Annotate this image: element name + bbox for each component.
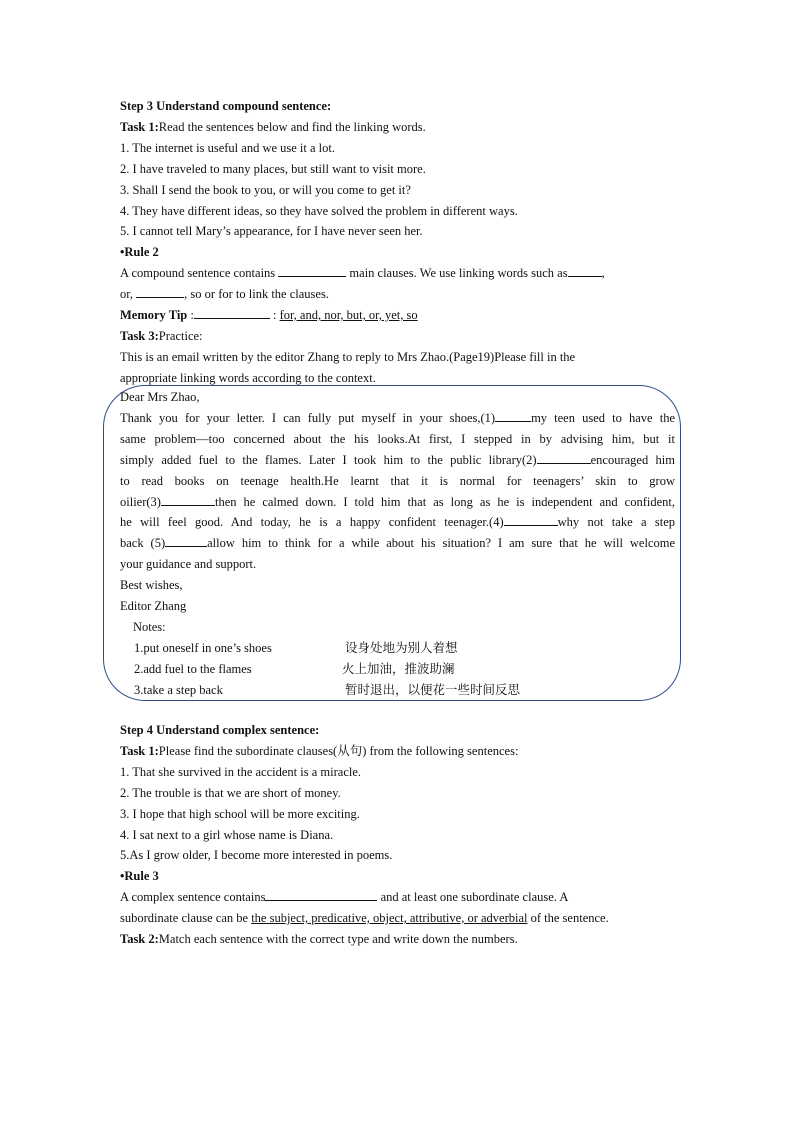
letter-line [120,492,675,513]
rule-text: main clauses. We use linking words such as [349,266,568,281]
intro-line-2: appropriate linking words according to the context. [120,370,376,385]
rule-3-heading: •Rule 3 [120,869,159,884]
sentence-4: 4. They have different ideas, so they have solved the problem in different ways. [120,203,518,218]
letter-last-line: your guidance and support. [120,557,257,572]
complex-sentence-1: 1. That she survived in the accident is a miracle. [120,764,362,779]
letter-text: my teen used to have the [531,410,676,425]
rule-text: and at least one subordinate clause. A [380,890,569,905]
task-label: Task 1: [120,119,159,134]
letter-text: then he calmed down. I told him that as long as he is independent and confident, [214,494,675,509]
note-3 [120,680,675,701]
rule-text: , [601,266,605,281]
rule-2-heading: •Rule 2 [120,245,159,260]
task-label: Task 1: [120,743,159,758]
letter-line [120,408,675,429]
rule-3-line-2 [120,908,676,929]
rule-text: A compound sentence contains [120,266,276,281]
task-text: Read the sentences below and find the linking words. [158,119,426,134]
intro-line-1: This is an email written by the editor Zhang to reply to Mrs Zhao.(Page19)Please fill in the [120,349,576,364]
note-chinese: 暂时退出，以便花一些时间反思 [345,681,521,697]
rule-text: , so or for to link the clauses. [184,287,329,302]
rule-text: of the sentence. [530,911,609,926]
fill-blank-1[interactable] [495,408,531,422]
rule-text: subordinate clause can be [120,911,249,926]
letter-text: Thank you for your letter. I can fully put myself in your shoes,(1) [120,410,496,425]
memory-tip-label: Memory Tip [120,308,188,323]
step4-task1 [120,741,676,762]
rule-2-line-1 [120,263,676,284]
step4-section [120,720,676,950]
letter-text: simply added fuel to the flames. Later I took him to the public library(2) [120,452,537,467]
letter-closing: Best wishes, [120,578,183,593]
step3-title: Step 3 Understand compound sentence: [120,99,332,113]
fill-blank[interactable] [136,284,184,298]
letter-line [120,450,675,471]
letter-greeting: Dear Mrs Zhao, [120,390,200,404]
task-text: Match each sentence with the correct type and write down the numbers. [158,932,518,947]
memory-tip-words: for, and, nor, but, or, yet, so [279,308,418,323]
task-label: Task 3: [120,328,159,343]
fill-blank-4[interactable] [504,512,558,526]
letter-line: same problem—too concerned about the his looks.At first, I stepped in by advising him, but it [120,431,675,446]
rule-3-line-1 [120,887,676,908]
letter-text: allow him to think for a while about his situation? I am sure that he will welcome [207,536,676,551]
complex-sentence-4: 4. I sat next to a girl whose name is Diana. [120,827,334,842]
complex-sentence-2: 2. The trouble is that we are short of money. [120,785,341,800]
fill-blank-2[interactable] [537,450,591,464]
rule-underlined-text: the subject, predicative, object, attributive, or adverbial [251,911,528,926]
note-english: 2.add fuel to the flames [134,661,252,676]
letter-line: to read books on teenage health.He learnt that it is normal for teenagers’ skin to grow [120,473,675,488]
letter-text: back (5) [120,536,166,551]
fill-blank[interactable] [194,305,270,319]
letter-line [120,533,675,554]
note-english: 3.take a step back [134,682,223,697]
rule-2-line-2 [120,284,676,305]
fill-blank-3[interactable] [161,492,215,506]
sentence-2: 2. I have traveled to many places, but still want to visit more. [120,161,426,176]
separator: : [187,308,194,323]
rule-text: or, [120,287,134,302]
letter-signature: Editor Zhang [120,599,187,614]
step4-title: Step 4 Understand complex sentence: [120,723,320,737]
note-english: 1.put oneself in one’s shoes [134,640,272,655]
letter-body [120,387,675,701]
notes-label: Notes: [133,619,166,634]
letter-text: why not take a step [557,515,675,530]
fill-blank[interactable] [568,263,602,277]
separator: : [269,308,280,323]
sentence-3: 3. Shall I send the book to you, or will you come to get it? [120,182,411,197]
task-text: Practice: [158,328,203,343]
step3-task1 [120,117,676,138]
complex-sentence-5: 5.As I grow older, I become more interested in poems. [120,848,393,863]
fill-blank-5[interactable] [165,533,207,547]
sentence-5: 5. I cannot tell Mary’s appearance, for I have never seen her. [120,224,423,239]
step3-section [120,96,676,389]
note-2 [120,659,675,680]
task-label: Task 2: [120,932,159,947]
memory-tip [120,305,676,326]
complex-sentence-3: 3. I hope that high school will be more exciting. [120,806,360,821]
note-chinese: 火上加油，推波助澜 [342,660,455,676]
letter-line [120,512,675,533]
note-1 [120,638,675,659]
rule-text: A complex sentence contains [120,890,266,905]
step4-task2 [120,929,676,950]
letter-text: he will feel good. And today, he is a happy confident teenager.(4) [120,515,504,530]
sentence-1: 1. The internet is useful and we use it a lot. [120,140,335,155]
letter-text: encouraged him [590,452,675,467]
letter-text: oilier(3) [120,494,161,509]
fill-blank[interactable] [278,263,346,277]
note-chinese: 设身处地为别人着想 [345,639,458,655]
task-text: Please find the subordinate clauses(从句) from the following sentences: [158,743,519,758]
fill-blank[interactable] [265,887,377,901]
step3-task3 [120,326,676,347]
